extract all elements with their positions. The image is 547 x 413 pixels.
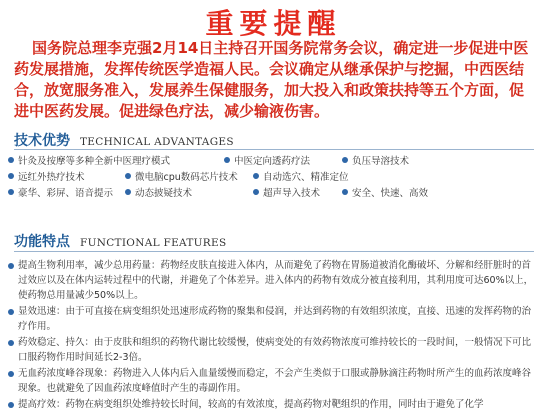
- bullet-icon: [253, 189, 259, 195]
- list-item: [224, 153, 342, 167]
- list-item: [342, 185, 462, 199]
- list-item-text: 无血药浓度峰谷现象：药物进入人体内后入血量缓慢而稳定，不会产生类似于口服或静脉滴注药物时所产生的血药浓度峰谷现象。也就避免了因血药浓度峰值时产生的毒副作用。: [18, 368, 532, 394]
- bullet-icon: [8, 340, 14, 346]
- list-item: [8, 304, 538, 334]
- functional-title: 功能特点: [14, 234, 70, 250]
- list-item: [8, 397, 538, 412]
- list-item: [125, 185, 253, 199]
- bullet-icon: [342, 189, 348, 195]
- bullet-icon: [8, 263, 14, 269]
- list-item: [253, 185, 342, 199]
- list-item-label: 安全、快速、高效: [352, 188, 429, 199]
- technical-header: [14, 130, 234, 148]
- technical-row: [8, 184, 542, 200]
- list-item: [125, 169, 253, 183]
- functional-header: [14, 231, 226, 249]
- list-item: [8, 258, 538, 303]
- bullet-icon: [8, 189, 14, 195]
- bullet-icon: [253, 173, 259, 179]
- list-item: [253, 169, 403, 183]
- bullet-icon: [8, 371, 14, 377]
- list-item-label: 微电脑cpu数码芯片技术: [135, 172, 238, 183]
- bullet-icon: [125, 189, 131, 195]
- list-item-label: 超声导入技术: [263, 188, 321, 199]
- list-item: [8, 153, 224, 167]
- notice-text: 国务院总理李克强2月14日主持召开国务院常务会议，确定进一步促进中医药发展措施，发挥传统医学造福人民。会议确定从继承保护与挖掘，中西医结合，放宽服务准入，发展养生保健服务，加大投入和政策扶持等五个方面，促进中医药发展。促进绿色疗法，减少输液伤害。: [14, 39, 529, 120]
- list-item-label: 动态披疑技术: [135, 188, 193, 199]
- bullet-icon: [342, 157, 348, 163]
- bullet-icon: [8, 309, 14, 315]
- bullet-icon: [8, 157, 14, 163]
- bullet-icon: [224, 157, 230, 163]
- list-item-label: 远红外热疗技术: [18, 172, 85, 183]
- list-item-text: 提高疗效：药物在病变组织处维持较长时间，较高的有效浓度，提高药物对靶组织的作用，同时由于避免了化学: [18, 399, 484, 410]
- list-item-label: 中医定向透药疗法: [234, 156, 311, 167]
- bullet-icon: [8, 173, 14, 179]
- technical-divider: [14, 149, 534, 150]
- list-item-label: 针灸及按摩等多种全新中医理疗模式: [18, 156, 171, 167]
- list-item-label: 豪华、彩屏、语音提示: [18, 188, 114, 199]
- technical-row: [8, 152, 542, 168]
- list-item-label: 负压导溶技术: [352, 156, 410, 167]
- list-item: [8, 185, 125, 199]
- technical-row: [8, 168, 542, 184]
- technical-list: [8, 152, 542, 200]
- list-item: [8, 366, 538, 396]
- list-item-text: 提高生物利用率，减少总用药量：药物经皮肤直接进入体内，从而避免了药物在胃肠道被消化酶破坏、分解和经肝脏时的首过效应以及在体内运转过程中的代谢，并避免了个体差异。进入体内的药物有效成分被直接利用，其利用度可达60%以上，使药物总用量减少50%以上。: [18, 260, 534, 301]
- list-item-label: 自动选穴、精准定位: [263, 172, 349, 183]
- list-item: [8, 169, 125, 183]
- page-title: 重要提醒: [205, 7, 342, 40]
- technical-title-en: TECHNICAL ADVANTAGES: [80, 136, 234, 148]
- bullet-icon: [125, 173, 131, 179]
- functional-divider: [14, 251, 534, 252]
- list-item-text: 显效迅速：由于可直接在病变组织处迅速形成药物的聚集和侵润，并达到药物的有效组织浓度，直接、迅速的发挥药物的治疗作用。: [18, 306, 532, 332]
- technical-title: 技术优势: [14, 133, 70, 149]
- functional-list: [8, 258, 538, 413]
- list-item: [8, 335, 538, 365]
- list-item-text: 药效稳定、持久：由于皮肤和组织的药物代谢比较缓慢，使病变处的有效药物浓度可维持较长的一段时间，一般情况下可比口服药物作用时间延长2-3倍。: [18, 337, 532, 363]
- functional-title-en: FUNCTIONAL FEATURES: [80, 237, 227, 249]
- list-item: [342, 153, 492, 167]
